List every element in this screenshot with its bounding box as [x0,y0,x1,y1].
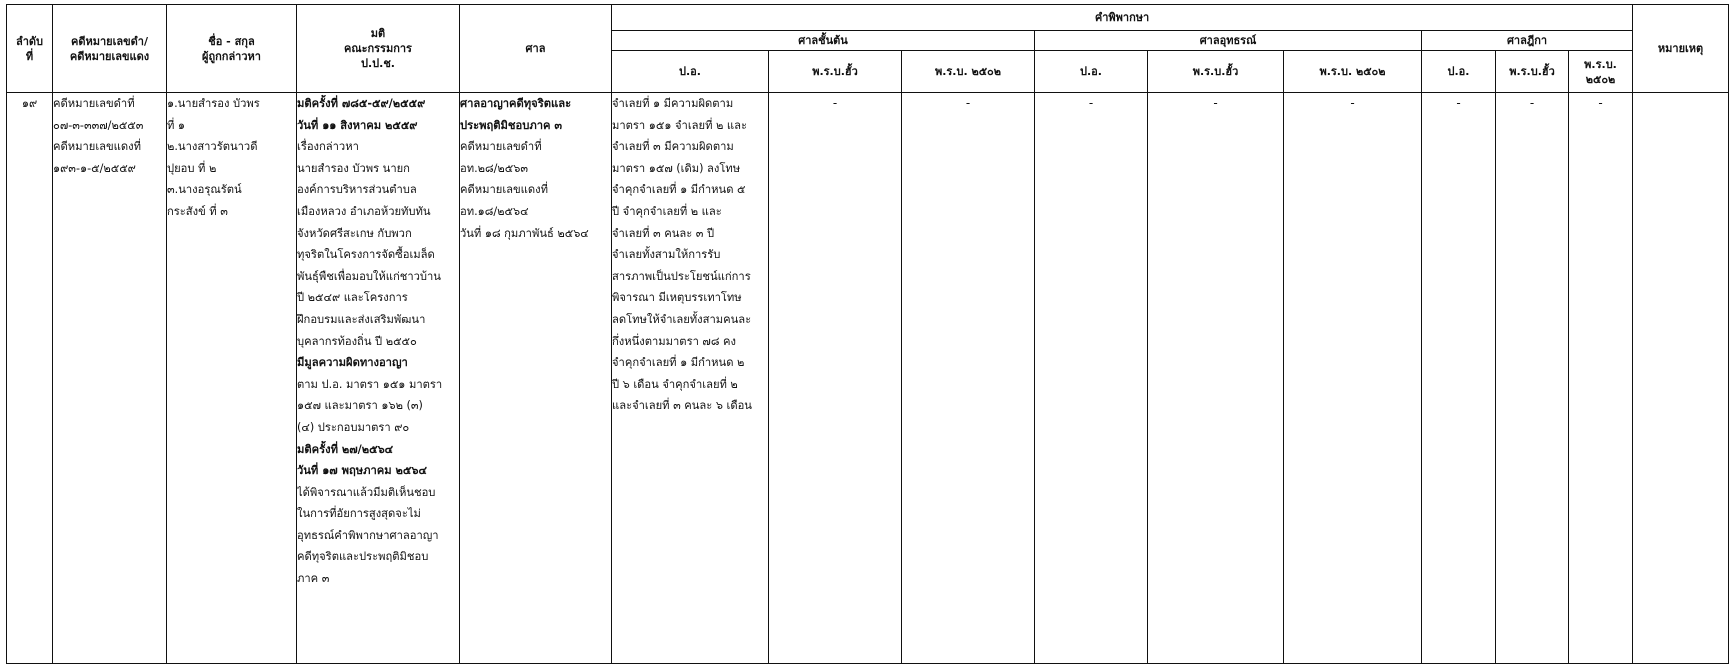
header-appeal-po: ป.อ. [1035,51,1148,93]
header-appeal-hua: พ.ร.บ.ฮั้ว [1148,51,1284,93]
cell-first-2502: - [902,93,1035,664]
header-supreme-2502: พ.ร.บ. ๒๕๐๒ [1569,51,1633,93]
cell-first-po: จำเลยที่ ๑ มีความผิดตาม มาตรา ๑๕๑ จำเลยที่ ๒ และ จำเลยที่ ๓ มีความผิดตาม มาตรา ๑๕๗ (เดิม) ลงโทษ จำคุกจำเลยที่ ๑ มีกำหนด ๕ ปี จำคุกจำเลยที่ ๒ และ จำเลยที่ ๓ คนละ ๓ ปี จำเลยทั้งสามให้การรับ สารภาพเป็นประโยชน์แก่การ พิจารณา มีเหตุบรรเทาโทษ ลดโทษให้จำเลยทั้งสามคนละ กึ่งหนึ่งตามมาตรา ๗๘ คง จำคุกจำเลยที่ ๑ มีกำหนด ๒ ปี ๖ เดือน จำคุกจำเลยที่ ๒ และจำเลยที่ ๓ คนละ ๖ เดือน [612,93,769,664]
cell-appeal-po: - [1035,93,1148,664]
header-supreme-po: ป.อ. [1422,51,1496,93]
cell-remark [1633,93,1729,664]
header-first-po: ป.อ. [612,51,769,93]
header-remark: หมายเหตุ [1633,5,1729,93]
cell-supreme-2502: - [1569,93,1633,664]
header-first-2502: พ.ร.บ. ๒๕๐๒ [902,51,1035,93]
cell-appeal-hua: - [1148,93,1284,664]
header-case-number: คดีหมายเลขดำ/ คดีหมายเลขแดง [53,5,167,93]
header-court-appeal: ศาลอุทธรณ์ [1035,31,1422,51]
header-court-first-instance: ศาลชั้นต้น [612,31,1035,51]
header-court: ศาล [460,5,612,93]
header-verdict: คำพิพากษา [612,5,1633,31]
header-seq: ลำดับ ที่ [7,5,53,93]
table-row [7,93,1729,664]
cell-court: ศาลอาญาคดีทุจริตและ ประพฤติมิชอบภาค ๓ คดีหมายเลขดำที่ อท.๒๘/๒๕๖๓ คดีหมายเลขแดงที่ อท.๑๘/๒๕๖๔ วันที่ ๑๘ กุมภาพันธ์ ๒๕๖๔ [460,93,612,664]
cell-supreme-po: - [1422,93,1496,664]
cell-supreme-hua: - [1496,93,1569,664]
header-accused: ชื่อ - สกุล ผู้ถูกกล่าวหา [167,5,297,93]
cell-appeal-2502: - [1284,93,1422,664]
header-court-supreme: ศาลฎีกา [1422,31,1633,51]
header-first-hua: พ.ร.บ.ฮั้ว [769,51,902,93]
header-appeal-2502: พ.ร.บ. ๒๕๐๒ [1284,51,1422,93]
cell-case-number: คดีหมายเลขดำที่ ๐๗-๓-๓๓๗/๒๕๕๓ คดีหมายเลขแดงที่ ๑๙๓-๑-๕/๒๕๕๙ [53,93,167,664]
cell-accused: ๑.นายสำรอง บัวพร ที่ ๑ ๒.นางสาวรัตนาวดี ปุยอบ ที่ ๒ ๓.นางอรุณรัตน์ กระสังข์ ที่ ๓ [167,93,297,664]
header-supreme-hua: พ.ร.บ.ฮั้ว [1496,51,1569,93]
verdict-table [6,4,1729,664]
header-nacc-resolution: มติ คณะกรรมการ ป.ป.ช. [297,5,460,93]
cell-nacc-resolution: มติครั้งที่ ๗๘๕-๕๙/๒๕๕๙ วันที่ ๑๑ สิงหาคม ๒๕๕๙ เรื่องกล่าวหา นายสำรอง บัวพร นายก องค์การบริหารส่วนตำบล เมืองหลวง อำเภอห้วยทับทัน จังหวัดศรีสะเกษ กับพวก ทุจริตในโครงการจัดซื้อเมล็ด พันธุ์พืชเพื่อมอบให้แก่ชาวบ้าน ปี ๒๕๔๙ และโครงการ ฝึกอบรมและส่งเสริมพัฒนา บุคลากรท้องถิ่น ปี ๒๕๕๐ มีมูลความผิดทางอาญา ตาม ป.อ. มาตรา ๑๕๑ มาตรา ๑๕๗ และมาตรา ๑๖๒ (๓) (๔) ประกอบมาตรา ๙๐ มติครั้งที่ ๒๗/๒๕๖๔ วันที่ ๑๗ พฤษภาคม ๒๕๖๔ ได้พิจารณาแล้วมีมติเห็นชอบ ในการที่อัยการสูงสุดจะไม่ อุทธรณ์คำพิพากษาศาลอาญา คดีทุจริตและประพฤติมิชอบ ภาค ๓ [297,93,460,664]
cell-first-hua: - [769,93,902,664]
cell-seq: ๑๙ [7,93,53,664]
